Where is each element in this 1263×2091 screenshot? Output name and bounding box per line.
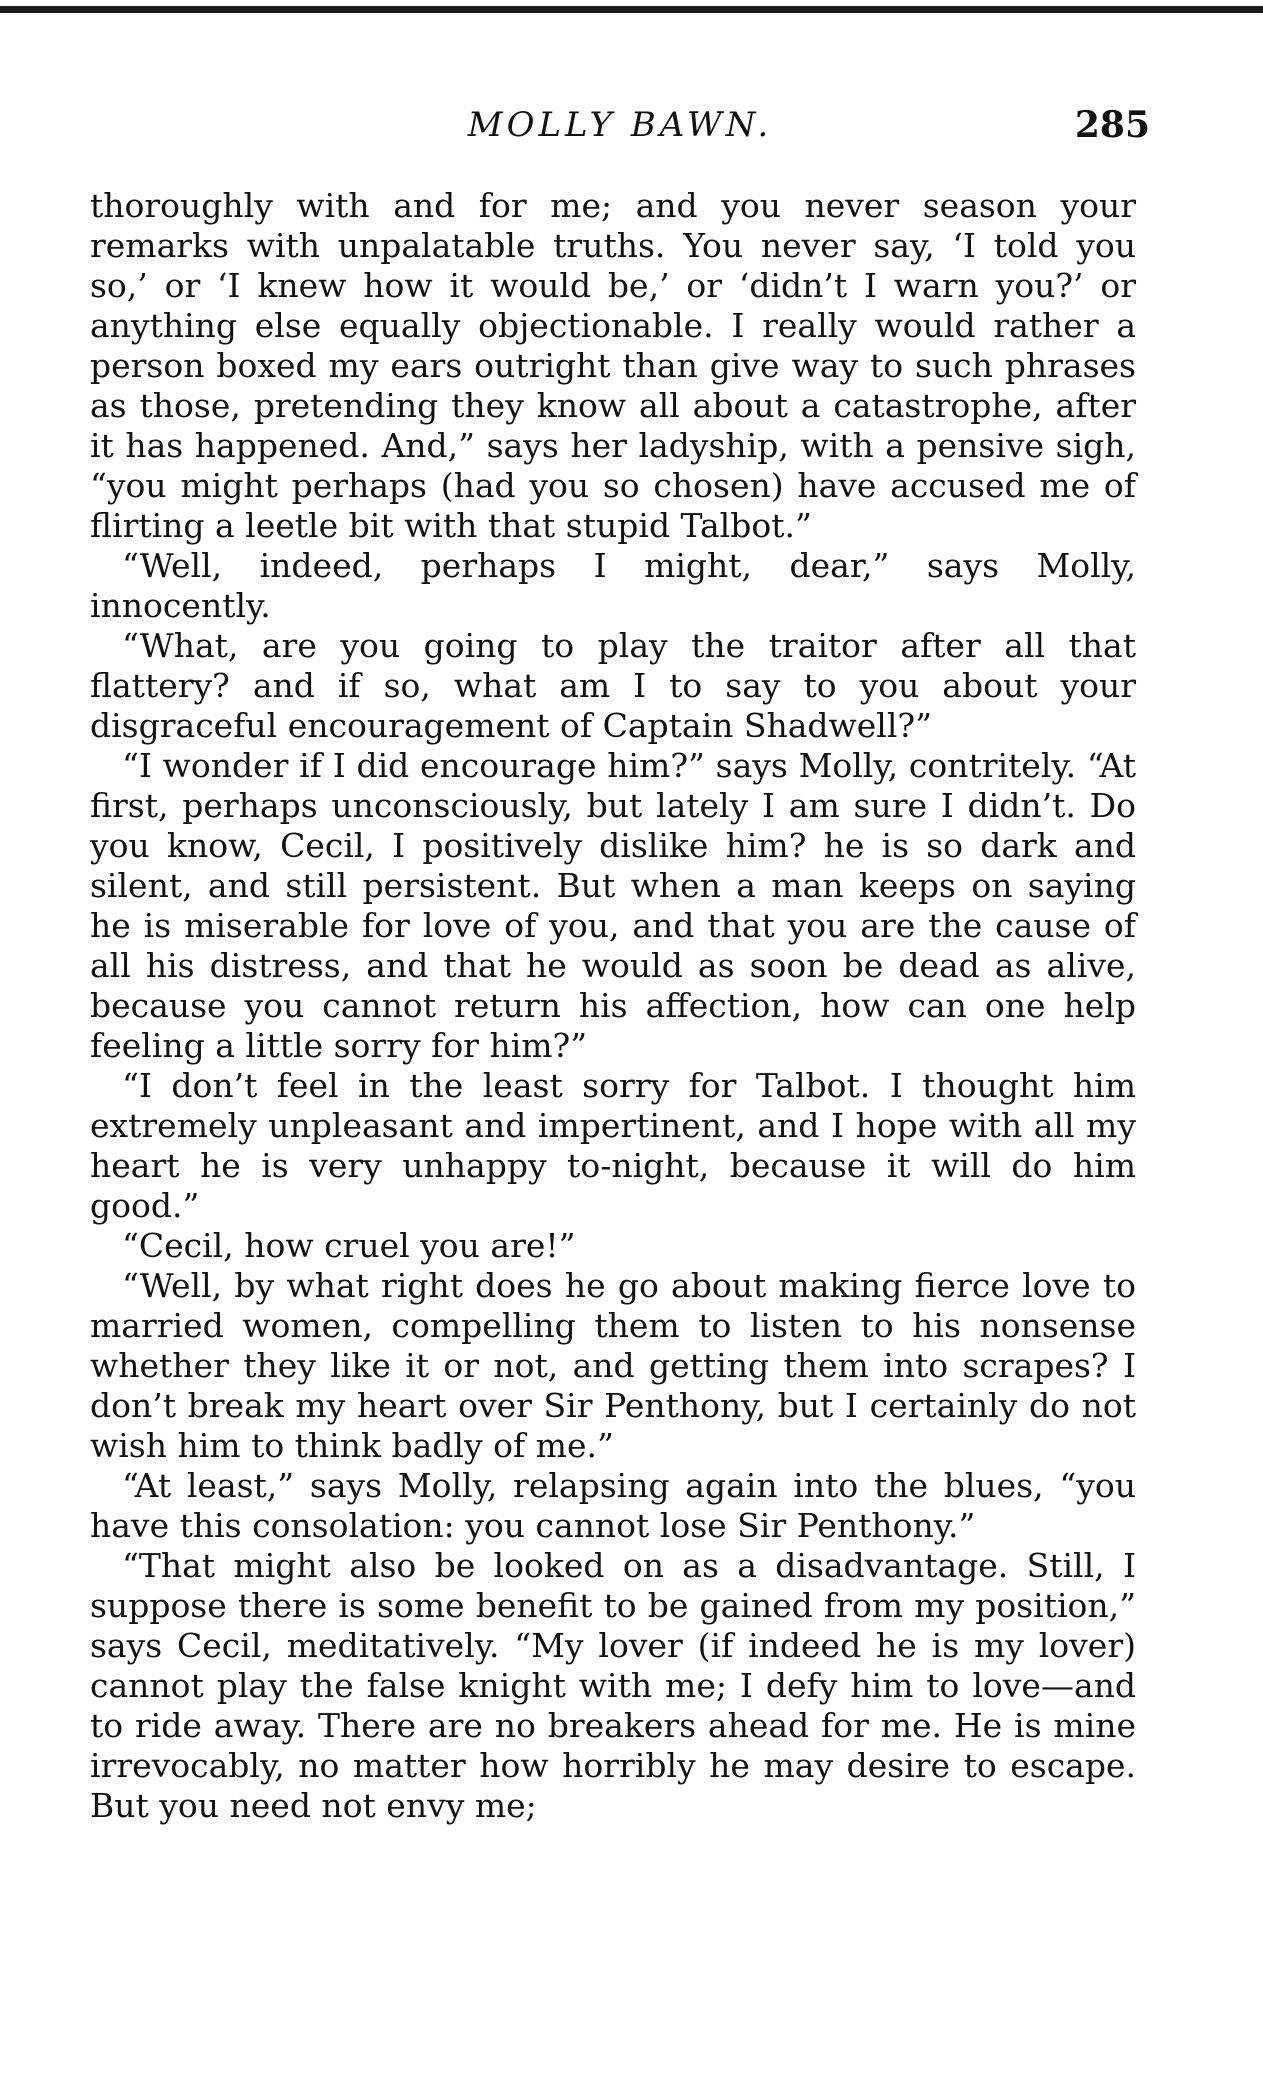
- paragraph: “Well, indeed, perhaps I might, dear,” says Molly, innocently.: [90, 546, 1136, 625]
- paragraph: “What, are you going to play the traitor after all that flattery? and if so, what am I to say to you about your disgraceful encouragement of Captain Shadwell?”: [90, 626, 1136, 745]
- paragraph: “That might also be looked on as a disadvantage. Still, I suppose there is some benefit to be gained from my position,” says Cecil, meditatively. “My lover (if indeed he is my lover) cannot play the false knight with me; I defy him to love—and to ride away. There are no breakers ahead for me. He is mine irrevocably, no matter how horribly he may desire to escape. But you need not envy me;: [90, 1546, 1136, 1825]
- body-text: [90, 186, 1136, 1826]
- paragraph: “Well, by what right does he go about making fierce love to married women, compelling them to listen to his nonsense whether they like it or not, and getting them into scrapes? I don’t break my heart over Sir Penthony, but I certainly do not wish him to think badly of me.”: [90, 1266, 1136, 1465]
- paragraph: “Cecil, how cruel you are!”: [122, 1226, 576, 1265]
- page-number: 285: [1074, 104, 1150, 146]
- paragraph: “I wonder if I did encourage him?” says Molly, contritely. “At first, perhaps unconsciously, but lately I am sure I didn’t. Do you know, Cecil, I positively dislike him? he is so dark and silent, and still persistent. But when a man keeps on saying he is miserable for love of you, and that you are the cause of all his distress, and that he would as soon be dead as alive, because you cannot return his affection, how can one help feeling a little sorry for him?”: [90, 746, 1136, 1065]
- paragraph: “I don’t feel in the least sorry for Talbot. I thought him extremely unpleasant and impertinent, and I hope with all my heart he is very unhappy to-night, because it will do him good.”: [90, 1066, 1136, 1225]
- paragraph: thoroughly with and for me; and you never season your remarks with unpalatable truths. You never say, ‘I told you so,’ or ‘I knew how it would be,’ or ‘didn’t I warn you?’ or anything else equally objectionable. I really would rather a person boxed my ears outright than give way to such phrases as those, pretending they know all about a catastrophe, after it has happened. And,” says her ladyship, with a pensive sigh, “you might perhaps (had you so chosen) have accused me of flirting a leetle bit with that stupid Talbot.”: [90, 186, 1136, 545]
- running-header: [90, 102, 1150, 148]
- running-title: MOLLY BAWN.: [467, 105, 773, 145]
- paragraph: “At least,” says Molly, relapsing again into the blues, “you have this consolation: you cannot lose Sir Penthony.”: [90, 1466, 1136, 1545]
- top-border-rule: [0, 6, 1263, 13]
